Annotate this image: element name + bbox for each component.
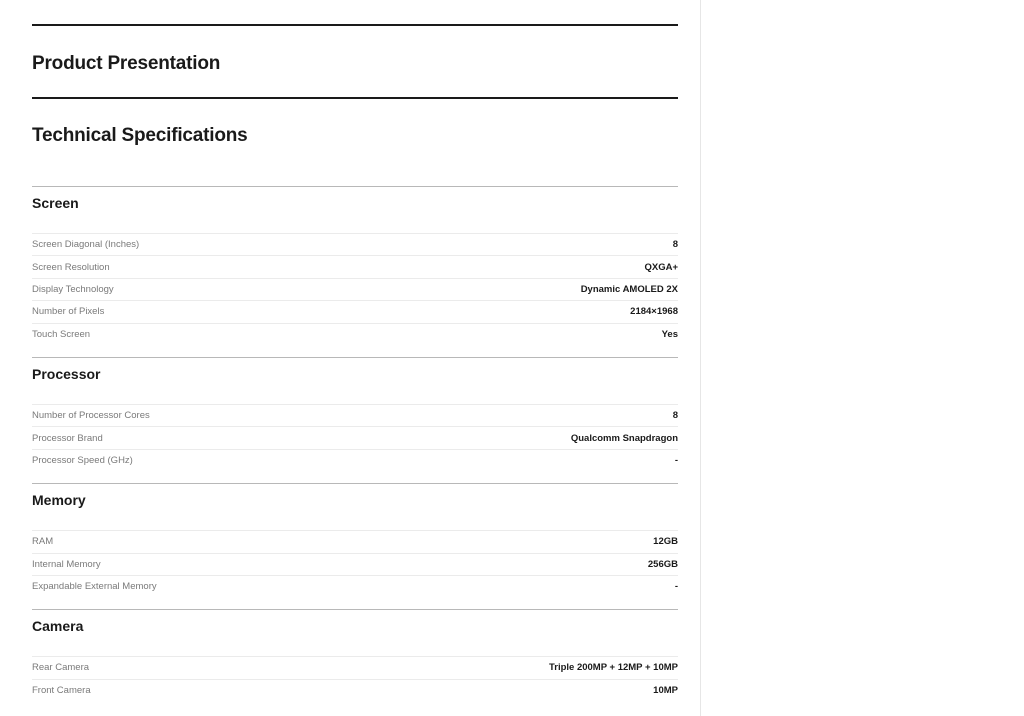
spec-row	[32, 278, 678, 300]
spec-label: Internal Memory	[32, 558, 101, 570]
spec-label: Screen Diagonal (Inches)	[32, 239, 140, 251]
specifications-heading: Technical Specifications	[32, 125, 248, 146]
spec-row	[32, 255, 678, 277]
spec-label: Front Camera	[32, 684, 91, 696]
spec-row	[32, 404, 678, 426]
spec-label: Processor Brand	[32, 432, 103, 444]
spec-group-title: Memory	[32, 492, 86, 509]
presentation-section	[32, 26, 678, 97]
spec-value: Yes	[661, 328, 678, 340]
spec-value: -	[674, 454, 678, 466]
spec-group-camera	[32, 609, 678, 713]
spec-row	[32, 323, 678, 345]
spec-group-processor	[32, 357, 678, 483]
spec-value: 8	[672, 410, 678, 422]
spec-value: Triple 200MP + 12MP + 10MP	[548, 662, 678, 674]
spec-label: Number of Processor Cores	[32, 410, 150, 422]
spec-label: Expandable External Memory	[32, 581, 157, 593]
spec-row	[32, 679, 678, 701]
spec-row	[32, 553, 678, 575]
spec-value: QXGA+	[644, 261, 678, 273]
spec-group-screen	[32, 186, 678, 357]
spec-group-spacer	[32, 701, 678, 713]
spec-row	[32, 575, 678, 597]
spec-group-title: Camera	[32, 618, 84, 635]
spec-group-spacer	[32, 471, 678, 483]
spec-value: 2184×1968	[630, 306, 678, 318]
specifications-section	[32, 99, 678, 186]
spec-value: 12GB	[653, 536, 678, 548]
spec-row	[32, 530, 678, 552]
spec-label: RAM	[32, 536, 54, 548]
spec-row	[32, 656, 678, 678]
spec-label: Number of Pixels	[32, 306, 105, 318]
spec-label: Screen Resolution	[32, 261, 110, 273]
spec-groups	[32, 186, 678, 713]
spec-row	[32, 426, 678, 448]
spec-group-spacer	[32, 597, 678, 609]
spec-label: Rear Camera	[32, 662, 90, 674]
presentation-heading: Product Presentation	[32, 53, 221, 74]
spec-value: Dynamic AMOLED 2X	[580, 283, 678, 295]
spec-value: -	[674, 581, 678, 593]
spec-label: Touch Screen	[32, 328, 91, 340]
spec-group-memory	[32, 483, 678, 609]
spec-group-spacer	[32, 345, 678, 357]
spec-value: 256GB	[647, 558, 678, 570]
spec-row	[32, 233, 678, 255]
spec-label: Display Technology	[32, 283, 114, 295]
spec-row	[32, 300, 678, 322]
spec-value: Qualcomm Snapdragon	[570, 432, 678, 444]
spec-group-title: Processor	[32, 365, 101, 382]
spec-value: 8	[672, 239, 678, 251]
spec-label: Processor Speed (GHz)	[32, 454, 133, 466]
content-area	[32, 24, 678, 713]
spec-row	[32, 449, 678, 471]
spec-group-title: Screen	[32, 195, 79, 211]
right-sidebar-panel	[700, 0, 1024, 716]
spec-value: 10MP	[653, 684, 678, 696]
